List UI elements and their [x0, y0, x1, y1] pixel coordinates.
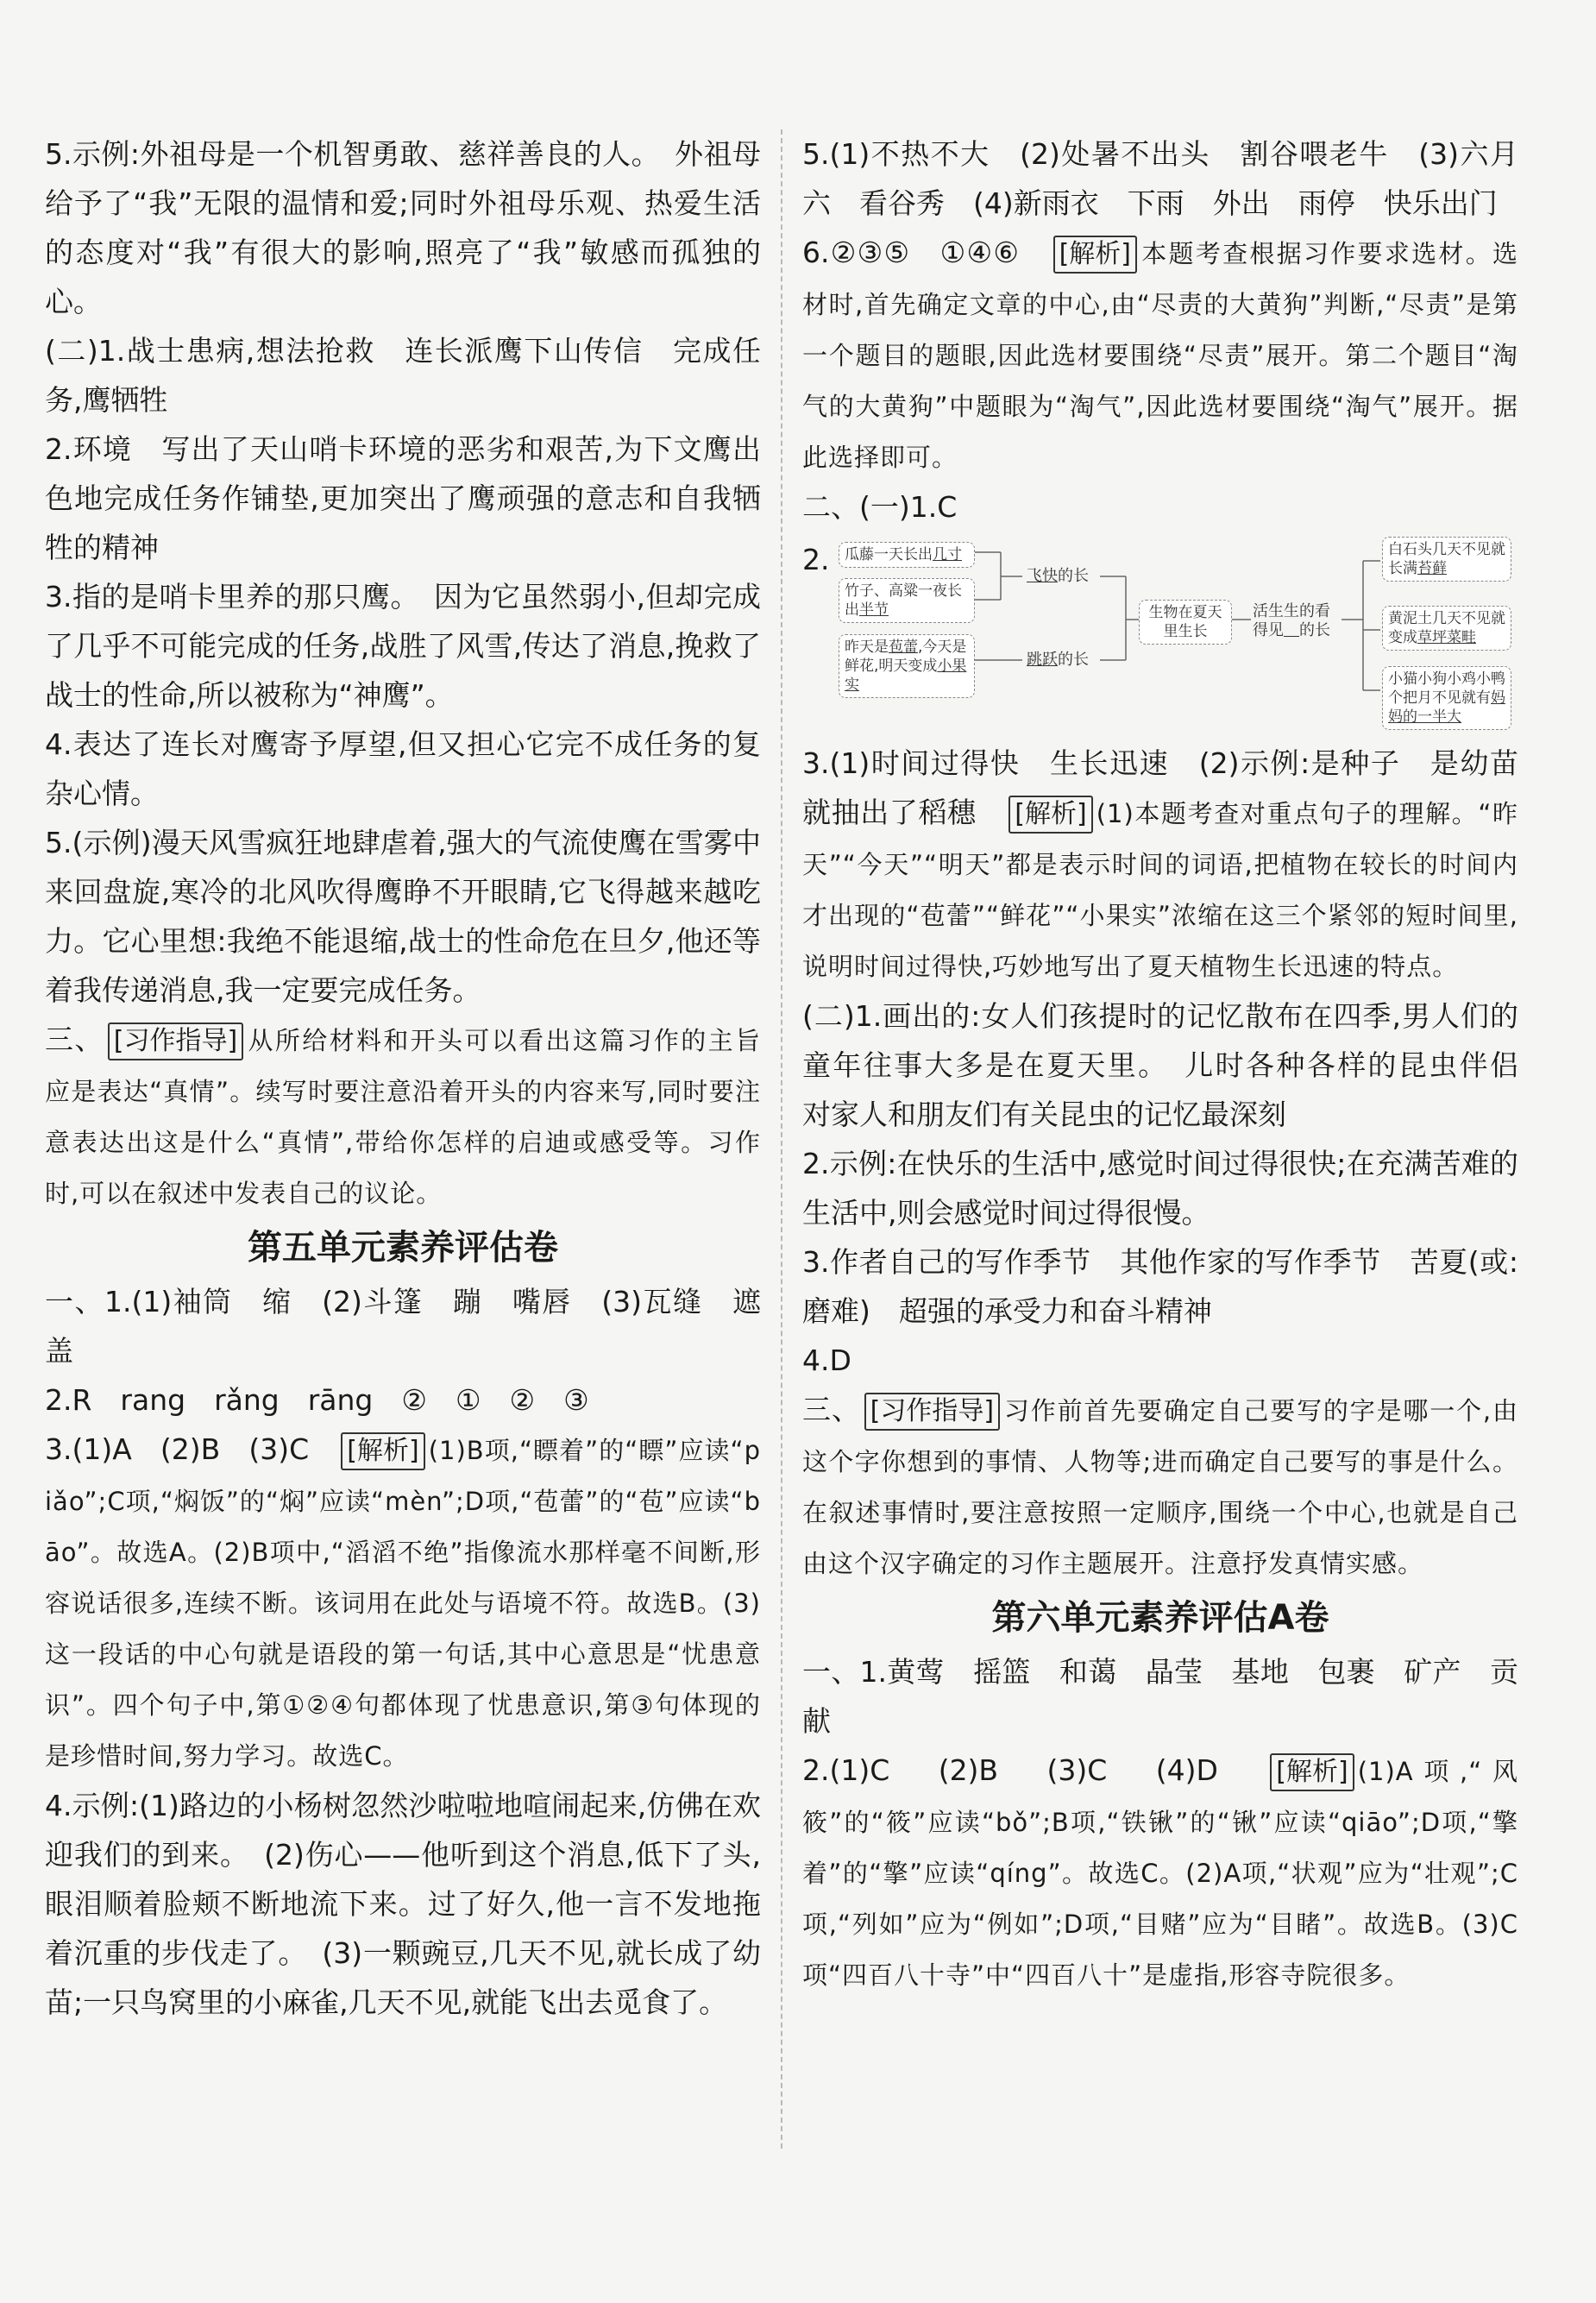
item-text: 本题考查根据习作要求选材。选材时,首先确定文章的中心,由“尽责的大黄狗”判断,“尽责”是第一个题目的题眼,因此选材要围绕“尽责”展开。第二个题目“淘气的大黄狗”中题眼为“淘气”,因此选材要围绕“淘气”展开。据此选择即可。 — [802, 239, 1518, 472]
mind-map-node: 小猫小狗小鸡小鸭个把月不见就有妈妈的一半大 — [1382, 666, 1511, 730]
writing-guide-tag: [习作指导] — [864, 1393, 1000, 1431]
analysis-tag: [解析] — [1270, 1753, 1354, 1791]
answer-item: 2.示例:在快乐的生活中,感觉时间过得很快;在充满苦难的生活中,则会感觉时间过得很慢。 — [802, 1147, 1518, 1230]
answer-item: 一、1.黄莺 摇篮 和蔼 晶莹 基地 包裹 矿产 贡献 — [802, 1655, 1518, 1738]
answer-item: 5.(1)不热不大 (2)处暑不出头 割谷喂老牛 (3)六月六 看谷秀 (4)新雨衣 下雨 外出 雨停 快乐出门 — [802, 137, 1518, 220]
item-text: (1)B项,“瞟着”的“瞟”应读“piǎo”;C项,“焖饭”的“焖”应读“mèn”;D项,“苞蕾”的“苞”应读“bāo”。故选A。(2)B项中,“滔滔不绝”指像流水那样毫不间断,形容说话很多,连续不断。该词用在此处与语境不符。故选B。(3)这一段话的中心句就是语段的第一句话,其中心意思是“忧患意识”。四个句子中,第①②④句都体现了忧患意识,第③句体现的是珍惜时间,努力学习。故选C。 — [45, 1436, 761, 1771]
item-text: (1)A项,“风筱”的“筱”应读“bǒ”;B项,“铁锹”的“锹”应读“qiāo”;D项,“擎着”的“擎”应读“qíng”。故选C。(2)A项,“状观”应为“壮观”;C项,“列如”应为“例如”;D项,“目赌”应为“目睹”。故选B。(3)C项“四百八十寺”中“四百八十”是虚指,形容寺院很多。 — [802, 1757, 1518, 1990]
item-number: 2. — [802, 543, 830, 576]
analysis-tag: [解析] — [1053, 236, 1137, 274]
section-heading: 第六单元素养评估A卷 — [991, 1598, 1329, 1638]
mind-map-node: 瓜藤一天长出几寸 — [839, 542, 975, 568]
answer-item: 3.作者自己的写作季节 其他作家的写作季节 苦夏(或:磨难) 超强的承受力和奋斗精神 — [802, 1245, 1518, 1328]
item-prefix: 三、 — [802, 1393, 861, 1426]
writing-guide-tag: [习作指导] — [108, 1023, 243, 1060]
mind-map-node: 黄泥土几天不见就变成草坪菜畦 — [1382, 606, 1511, 651]
mind-map-node: 竹子、高粱一夜长出半节 — [839, 578, 975, 623]
item-text: 6.②③⑤ ①④⑥ — [802, 236, 1050, 269]
item-text: 从所给材料和开头可以看出这篇习作的主旨应是表达“真情”。续写时要注意沿着开头的内容来写,同时要注意表达出这是什么“真情”,带给你怎样的启迪或感受等。习作时,可以在叙述中发表自己的议论。 — [45, 1026, 761, 1208]
mind-map-center: 生物在夏天里生长 — [1139, 600, 1232, 645]
mind-map-branch: 活生生的看得见 的长 — [1253, 602, 1330, 639]
answer-item: 5.(示例)漫天风雪疯狂地肆虐着,强大的气流使鹰在雪雾中来回盘旋,寒冷的北风吹得鹰睁不开眼睛,它飞得越来越吃力。它心里想:我绝不能退缩,战士的性命危在旦夕,他还等着我传递消息,我一定要完成任务。 — [45, 826, 761, 1007]
answer-item: (二)1.画出的:女人们孩提时的记忆散布在四季,男人们的童年往事大多是在夏天里。 儿时各种各样的昆虫伴侣 对家人和朋友们有关昆虫的记忆最深刻 — [802, 999, 1547, 1131]
item-text: 3.(1)A (2)B (3)C — [45, 1432, 338, 1466]
answer-item: 2.环境 写出了天山哨卡环境的恶劣和艰苦,为下文鹰出色地完成任务作铺垫,更加突出了鹰顽强的意志和自我牺牲的精神 — [45, 432, 761, 564]
answer-item: (二)1.战士患病,想法抢救 连长派鹰下山传信 完成任务,鹰牺牲 — [45, 334, 761, 417]
answer-item: 4.D — [802, 1343, 851, 1377]
answer-item: 4.表达了连长对鹰寄予厚望,但又担心它完不成任务的复杂心情。 — [45, 727, 761, 810]
right-column — [802, 129, 1547, 2000]
answer-item — [802, 1385, 1518, 1589]
answer-item: 3.指的是哨卡里养的那只鹰。 因为它虽然弱小,但却完成了几乎不可能完成的任务,战胜了风雪,传达了消息,挽救了战士的性命,所以被称为“神鹰”。 — [45, 580, 761, 712]
answer-item — [802, 228, 1518, 482]
section-heading: 第五单元素养评估卷 — [248, 1228, 558, 1268]
item-text: (1)本题考查对重点句子的理解。“昨天”“今天”“明天”都是表示时间的词语,把植物在较长的时间内才出现的“苞蕾”“鲜花”“小果实”浓缩在这三个紧邻的短时间里,说明时间过得快,巧妙地写出了夏天植物生长迅速的特点。 — [802, 799, 1519, 981]
answer-item: 二、(一)1.C — [802, 490, 958, 524]
item-text: 习作前首先要确定自己要写的字是哪一个,由这个字你想到的事情、人物等;进而确定自己要写的事是什么。在叙述事情时,要注意按照一定顺序,围绕一个中心,也就是自己由这个汉字确定的习作主题展开。注意抒发真情实感。 — [802, 1396, 1518, 1578]
answer-item — [45, 1425, 761, 1781]
item-text: 2.(1)C (2)B (3)C (4)D — [802, 1753, 1267, 1787]
analysis-tag: [解析] — [1008, 796, 1092, 834]
answer-item: 4.示例:(1)路边的小杨树忽然沙啦啦地喧闹起来,仿佛在欢迎我们的到来。 (2)伤心——他听到这个消息,低下了头,眼泪顺着脸颊不断地流下来。过了好久,他一言不发地拖着沉重的步伐走了。 (3)一颗豌豆,几天不见,就长成了幼苗;一只鸟窝里的小麻雀,几天不见,就能飞出去觅食了。 — [45, 1789, 761, 2019]
item-prefix: 三、 — [45, 1023, 104, 1056]
column-divider — [781, 129, 782, 2149]
analysis-tag: [解析] — [341, 1432, 424, 1470]
left-column — [45, 129, 761, 2027]
mind-map — [802, 535, 1518, 733]
answer-item — [802, 739, 1547, 991]
answer-item — [45, 1015, 761, 1218]
mind-map-branch: 飞快的长 — [1027, 567, 1089, 585]
item-text: 3.(1)时间过得快 生长迅速 (2)示例:是种子 是幼苗 就抽出了稻穗 — [802, 746, 1547, 829]
answer-item: 2.R rang rǎng rāng ② ① ② ③ — [45, 1383, 589, 1417]
answer-item — [802, 1746, 1518, 2000]
answer-item: 5.示例:外祖母是一个机智勇敢、慈祥善良的人。 外祖母给予了“我”无限的温情和爱;同时外祖母乐观、热爱生活的态度对“我”有很大的影响,照亮了“我”敏感而孤独的心。 — [45, 137, 761, 318]
mind-map-node: 昨天是苞蕾,今天是鲜花,明天变成小果实 — [839, 634, 975, 698]
mind-map-node: 白石头几天不见就长满苔藓 — [1382, 537, 1511, 582]
answer-item: 一、1.(1)袖筒 缩 (2)斗篷 蹦 嘴唇 (3)瓦缝 遮盖 — [45, 1285, 761, 1368]
mind-map-branch: 跳跃的长 — [1027, 651, 1089, 669]
